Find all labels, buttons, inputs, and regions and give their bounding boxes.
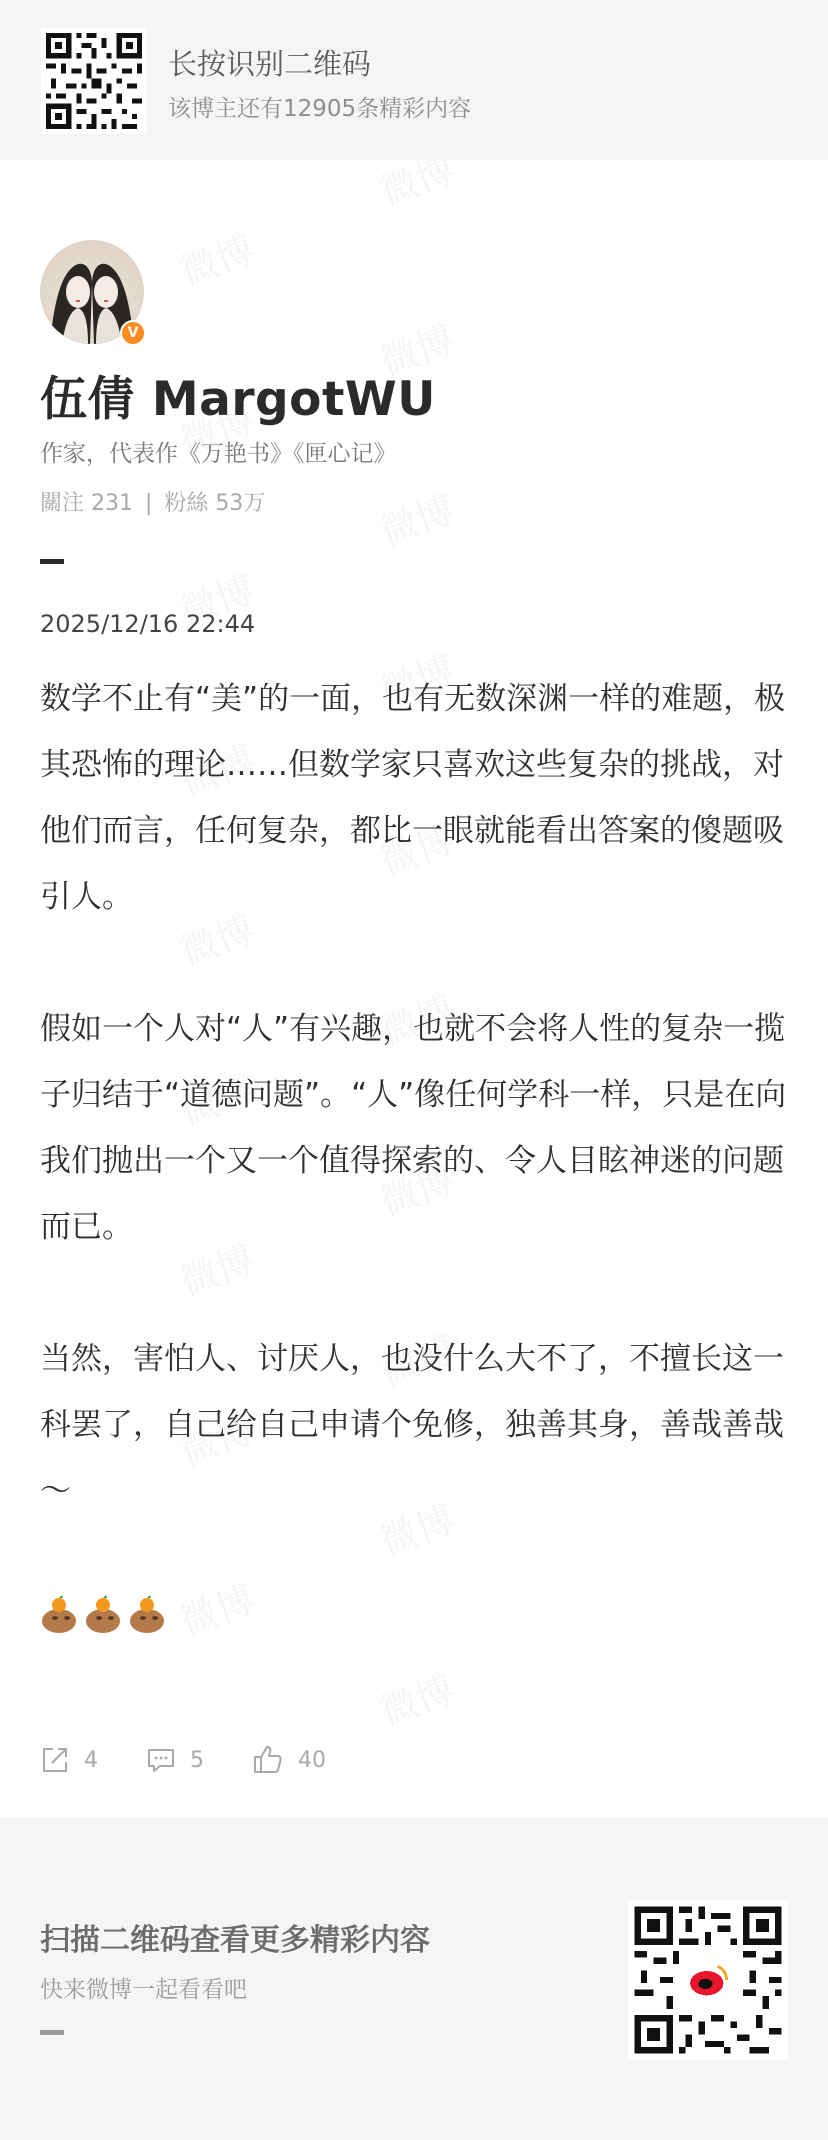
following-count[interactable]: 關注 231 (40, 491, 133, 516)
post-paragraph: 当然，害怕人、讨厌人，也没什么大不了，不擅长这一科罢了，自己给自己申请个免修，独善其身，善哉善哉～ (40, 1341, 784, 1509)
watermark-text (171, 219, 261, 297)
emoji-row (40, 1594, 166, 1638)
profile-stats (40, 486, 265, 517)
like-button[interactable] (252, 1744, 326, 1776)
thumbs-up-icon (252, 1744, 284, 1776)
repost-count: 4 (84, 1747, 98, 1773)
comment-icon (146, 1745, 176, 1775)
weibo-qr-code-icon[interactable] (628, 1900, 788, 2060)
footer-qr-section (0, 1818, 828, 2140)
profile-bio: 作家，代表作《万艳书》《匣心记》 (40, 441, 397, 467)
post-actions (40, 1742, 374, 1778)
capybara-emoji-icon (128, 1594, 166, 1634)
capybara-emoji-icon (40, 1594, 78, 1634)
repost-icon (40, 1745, 70, 1775)
comment-button[interactable] (146, 1745, 204, 1775)
profile-name[interactable]: 伍倩 MargotWU (40, 372, 436, 427)
qr-banner (0, 0, 828, 160)
post-paragraph: 假如一个人对“人”有兴趣，也就不会将人性的复杂一揽子归结于“道德问题”。“人”像任何学科一样，只是在向我们抛出一个又一个值得探索的、令人目眩神迷的问题而已。 (40, 1011, 787, 1245)
capybara-emoji-icon (84, 1594, 122, 1634)
banner-subtitle: 该博主还有12905条精彩内容 (168, 96, 472, 122)
repost-button[interactable] (40, 1745, 98, 1775)
post-paragraph: 数学不止有“美”的一面，也有无数深渊一样的难题，极其恐怖的理论……但数学家只喜欢这些复杂的挑战，对他们而言，任何复杂，都比一眼就能看出答案的傻题吸引人。 (40, 681, 786, 915)
stats-separator: | (145, 491, 153, 516)
divider-dash (40, 559, 64, 564)
watermark-text (371, 1659, 461, 1737)
post-body (40, 666, 800, 1590)
banner-title: 长按识别二维码 (168, 47, 372, 81)
followers-count[interactable]: 粉絲 53万 (164, 491, 266, 516)
qr-code-icon[interactable] (41, 28, 147, 134)
verified-badge-icon: V (120, 320, 146, 346)
comment-count: 5 (190, 1747, 204, 1773)
post-date: 2025/12/16 22:44 (40, 610, 256, 638)
footer-title: 扫描二维码查看更多精彩内容 (40, 1923, 430, 1958)
like-count: 40 (298, 1747, 326, 1773)
footer-subtitle: 快来微博一起看看吧 (40, 1977, 247, 2003)
footer-divider-dash (40, 2030, 64, 2035)
watermark-text (371, 479, 461, 557)
